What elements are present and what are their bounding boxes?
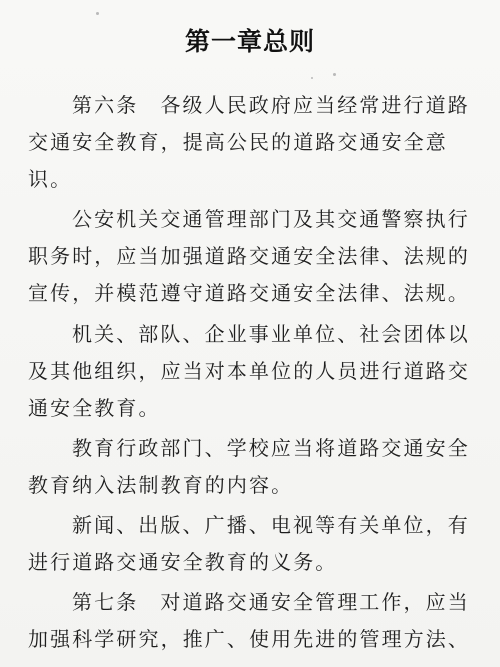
paragraph-article-7: 第七条 对道路交通安全管理工作，应当加强科学研究，推广、使用先进的管理方法、	[28, 590, 470, 651]
paragraph-organizations: 机关、部队、企业事业单位、社会团体以及其他组织，应当对本单位的人员进行道路交通安全教育。	[28, 322, 470, 420]
paragraph-police-duty: 公安机关交通管理部门及其交通警察执行职务时，应当加强道路交通安全法律、法规的宣传，并模范遵守道路交通安全法律、法规。	[28, 207, 470, 305]
paper-speck	[311, 77, 313, 79]
paper-speck	[333, 73, 336, 76]
paragraph-media: 新闻、出版、广播、电视等有关单位，有进行道路交通安全教育的义务。	[28, 513, 470, 574]
paragraph-education-dept: 教育行政部门、学校应当将道路交通安全教育纳入法制教育的内容。	[28, 436, 470, 497]
paragraph-article-6: 第六条 各级人民政府应当经常进行道路交通安全教育，提高公民的道路交通安全意识。	[28, 93, 470, 191]
paper-speck	[96, 12, 99, 15]
chapter-title: 第一章总则	[184, 27, 315, 56]
